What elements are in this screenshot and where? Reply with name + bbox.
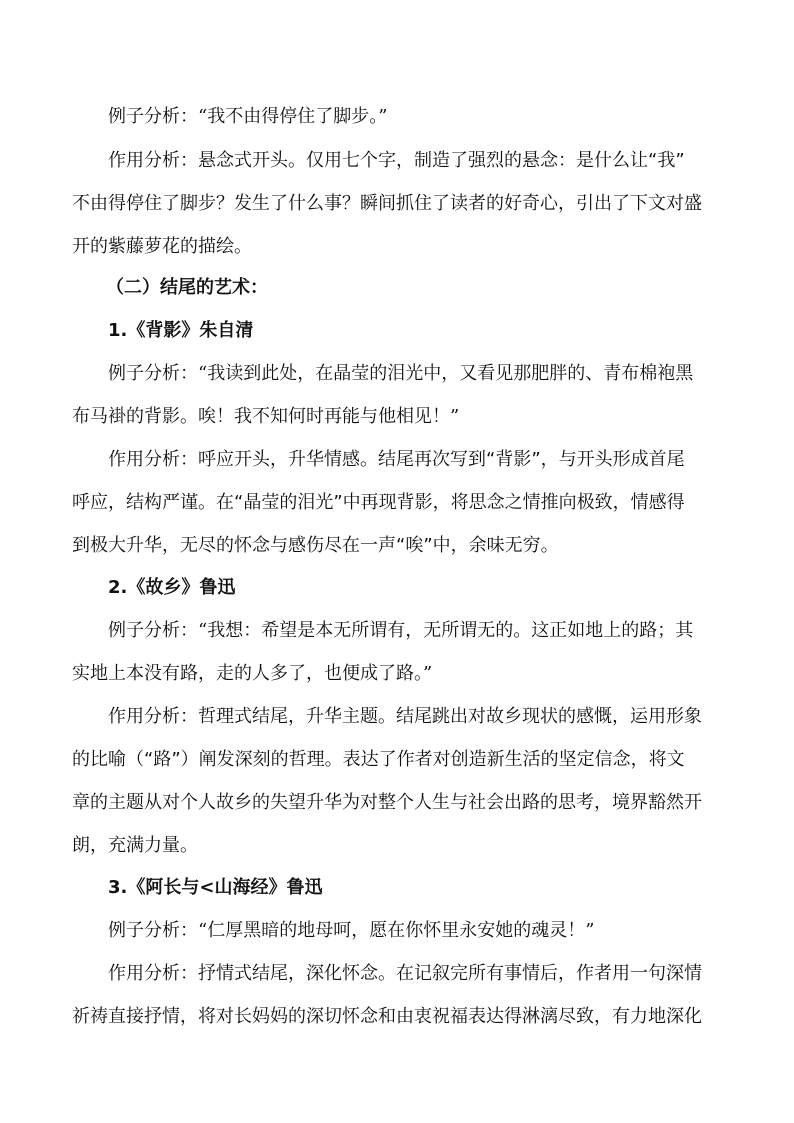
analysis-line: 祈祷直接抒情，将对长妈妈的深切怀念和由衷祝福表达得淋漓尽致，有力地深化 [72, 1006, 702, 1027]
example-line: 实地上本没有路，走的人多了，也便成了路。” [72, 663, 433, 684]
analysis-line: 作用分析：呼应开头，升华情感。结尾再次写到“背影”，与开头形成首尾 [108, 449, 685, 470]
analysis-line: 到极大升华，无尽的怀念与感伤尽在一声“唉”中，余味无穷。 [72, 535, 559, 556]
example-line: 例子分析：“仁厚黑暗的地母呵，愿在你怀里永安她的魂灵！” [108, 920, 595, 941]
analysis-line: 作用分析：抒情式结尾，深化怀念。在记叙完所有事情后，作者用一句深情 [108, 963, 702, 984]
item-heading-text: 1.《背影》朱自清 [108, 320, 254, 341]
analysis-line: 朗，充满力量。 [72, 835, 198, 856]
analysis-line: 作用分析：悬念式开头。仅用七个字，制造了强烈的悬念：是什么让“我” [108, 150, 685, 171]
analysis-line: 呼应，结构严谨。在“晶莹的泪光”中再现背影，将思念之情推向极致，情感得 [72, 492, 685, 513]
example-line: 例子分析：“我不由得停住了脚步。” [108, 106, 388, 127]
analysis-line: 章的主题从对个人故乡的失望升华为对整个人生与社会出路的思考，境界豁然开 [72, 792, 702, 813]
section-heading-text: （二）结尾的艺术： [106, 277, 268, 298]
example-line: 例子分析：“我读到此处，在晶莹的泪光中，又看见那肥胖的、青布棉袍黑 [108, 363, 694, 384]
item-heading-text: 3.《阿长与<山海经》鲁迅 [108, 877, 323, 898]
analysis-line: 开的紫藤萝花的描绘。 [72, 236, 252, 257]
example-line: 布马褂的背影。唉！我不知何时再能与他相见！” [72, 406, 460, 427]
analysis-line: 的比喻（“路”）阐发深刻的哲理。表达了作者对创造新生活的坚定信念，将文 [72, 749, 685, 770]
analysis-line: 作用分析：哲理式结尾，升华主题。结尾跳出对故乡现状的感慨，运用形象 [108, 706, 702, 727]
example-line: 例子分析：“我想：希望是本无所谓有，无所谓无的。这正如地上的路；其 [108, 620, 694, 641]
item-heading-text: 2.《故乡》鲁迅 [108, 577, 236, 598]
analysis-line: 不由得停住了脚步？发生了什么事？瞬间抓住了读者的好奇心，引出了下文对盛 [72, 193, 702, 214]
